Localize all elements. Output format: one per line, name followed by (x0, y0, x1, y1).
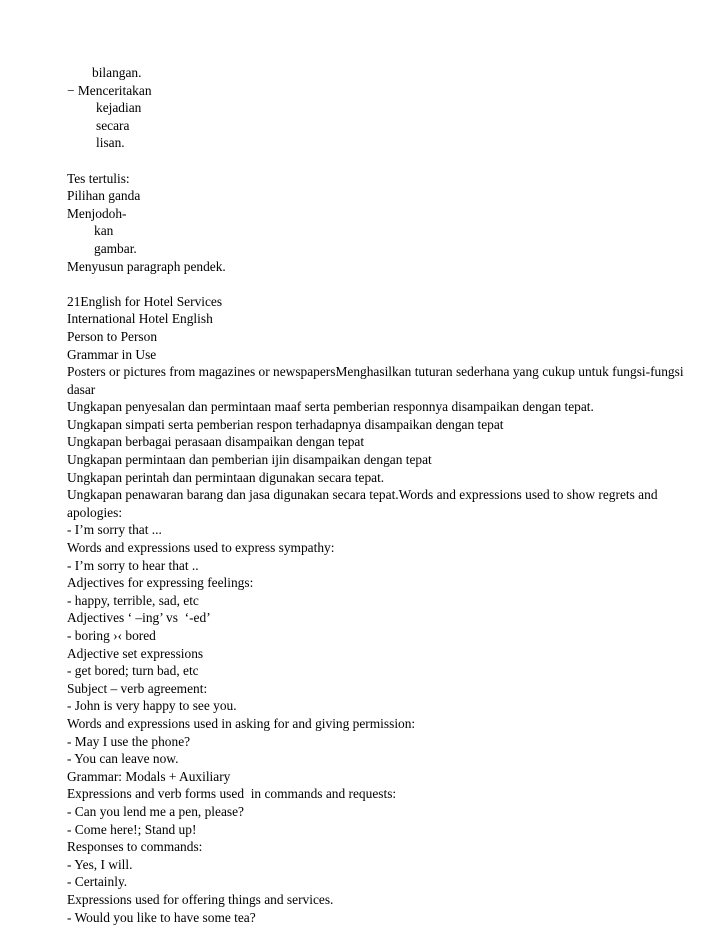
text-line: Adjectives for expressing feelings: (67, 575, 254, 591)
text-line: Adjective set expressions (67, 645, 204, 661)
text-line: Grammar: Modals + Auxiliary (67, 768, 231, 784)
text-line: kejadian (96, 100, 142, 116)
text-line: Grammar in Use (67, 346, 157, 362)
text-line: Ungkapan berbagai perasaan disampaikan dengan tepat (67, 434, 365, 450)
text-line: 21English for Hotel Services (67, 293, 223, 309)
text-line: Adjectives ‘ –ing’ vs ‘-ed’ (67, 610, 211, 626)
text-line: secara (96, 117, 130, 133)
text-line: Ungkapan permintaan dan pemberian ijin disampaikan dengan tepat (67, 452, 432, 468)
text-line: - You can leave now. (67, 751, 179, 767)
text-line: Person to Person (67, 328, 158, 344)
text-line: kan (94, 223, 114, 239)
text-line: Expressions and verb forms used in commands and requests: (67, 786, 397, 802)
text-line: International Hotel English (67, 311, 213, 327)
text-line: Ungkapan penawaran barang dan jasa digunakan secara tepat.Words and expressions used to show regrets and apologies: (67, 487, 658, 520)
text-line: Ungkapan simpati serta pemberian respon terhadapnya disampaikan dengan tepat (67, 416, 504, 432)
text-line: - boring ›‹ bored (67, 628, 156, 643)
text-line: Tes tertulis: (67, 170, 130, 186)
text-line: Ungkapan penyesalan dan permintaan maaf serta pemberian responnya disampaikan dengan tepat. (67, 399, 594, 415)
text-line: - Would you like to have some tea? (67, 909, 256, 925)
paragraph-gap (67, 275, 687, 293)
text-line: Responses to commands: (67, 839, 203, 855)
text-line: - I’m sorry that ... (67, 522, 162, 538)
text-line: bilangan. (92, 65, 142, 80)
text-line: - Certainly. (67, 874, 128, 890)
text-line: - happy, terrible, sad, etc (67, 592, 199, 608)
text-line: gambar. (94, 240, 137, 256)
paragraph-gap (67, 152, 687, 170)
text-line: - Can you lend me a pen, please? (67, 803, 244, 819)
text-line: - I’m sorry to hear that .. (67, 557, 199, 573)
text-line: − Menceritakan (67, 82, 152, 98)
text-line: lisan. (96, 135, 125, 151)
text-line: Words and expressions used to express sympathy: (67, 540, 335, 556)
text-line: Words and expressions used in asking for and giving permission: (67, 715, 416, 731)
text-line: Ungkapan perintah dan permintaan digunakan secara tepat. (67, 469, 385, 485)
text-line: - May I use the phone? (67, 733, 191, 749)
text-line: Menyusun paragraph pendek. (67, 258, 226, 274)
text-line: Posters or pictures from magazines or newspapersMenghasilkan tuturan sederhana yang cukup untuk fungsi-fungsi dasar (67, 364, 684, 397)
text-line: - get bored; turn bad, etc (67, 663, 199, 679)
text-line: Pilihan ganda (67, 188, 141, 204)
text-line: Menjodoh- (67, 205, 127, 221)
text-line: - Come here!; Stand up! (67, 821, 197, 837)
text-line: Expressions used for offering things and services. (67, 891, 334, 907)
text-line: - John is very happy to see you. (67, 698, 237, 714)
text-line: Subject – verb agreement: (67, 680, 208, 696)
text-line: - Yes, I will. (67, 856, 133, 872)
document-body (67, 64, 687, 926)
